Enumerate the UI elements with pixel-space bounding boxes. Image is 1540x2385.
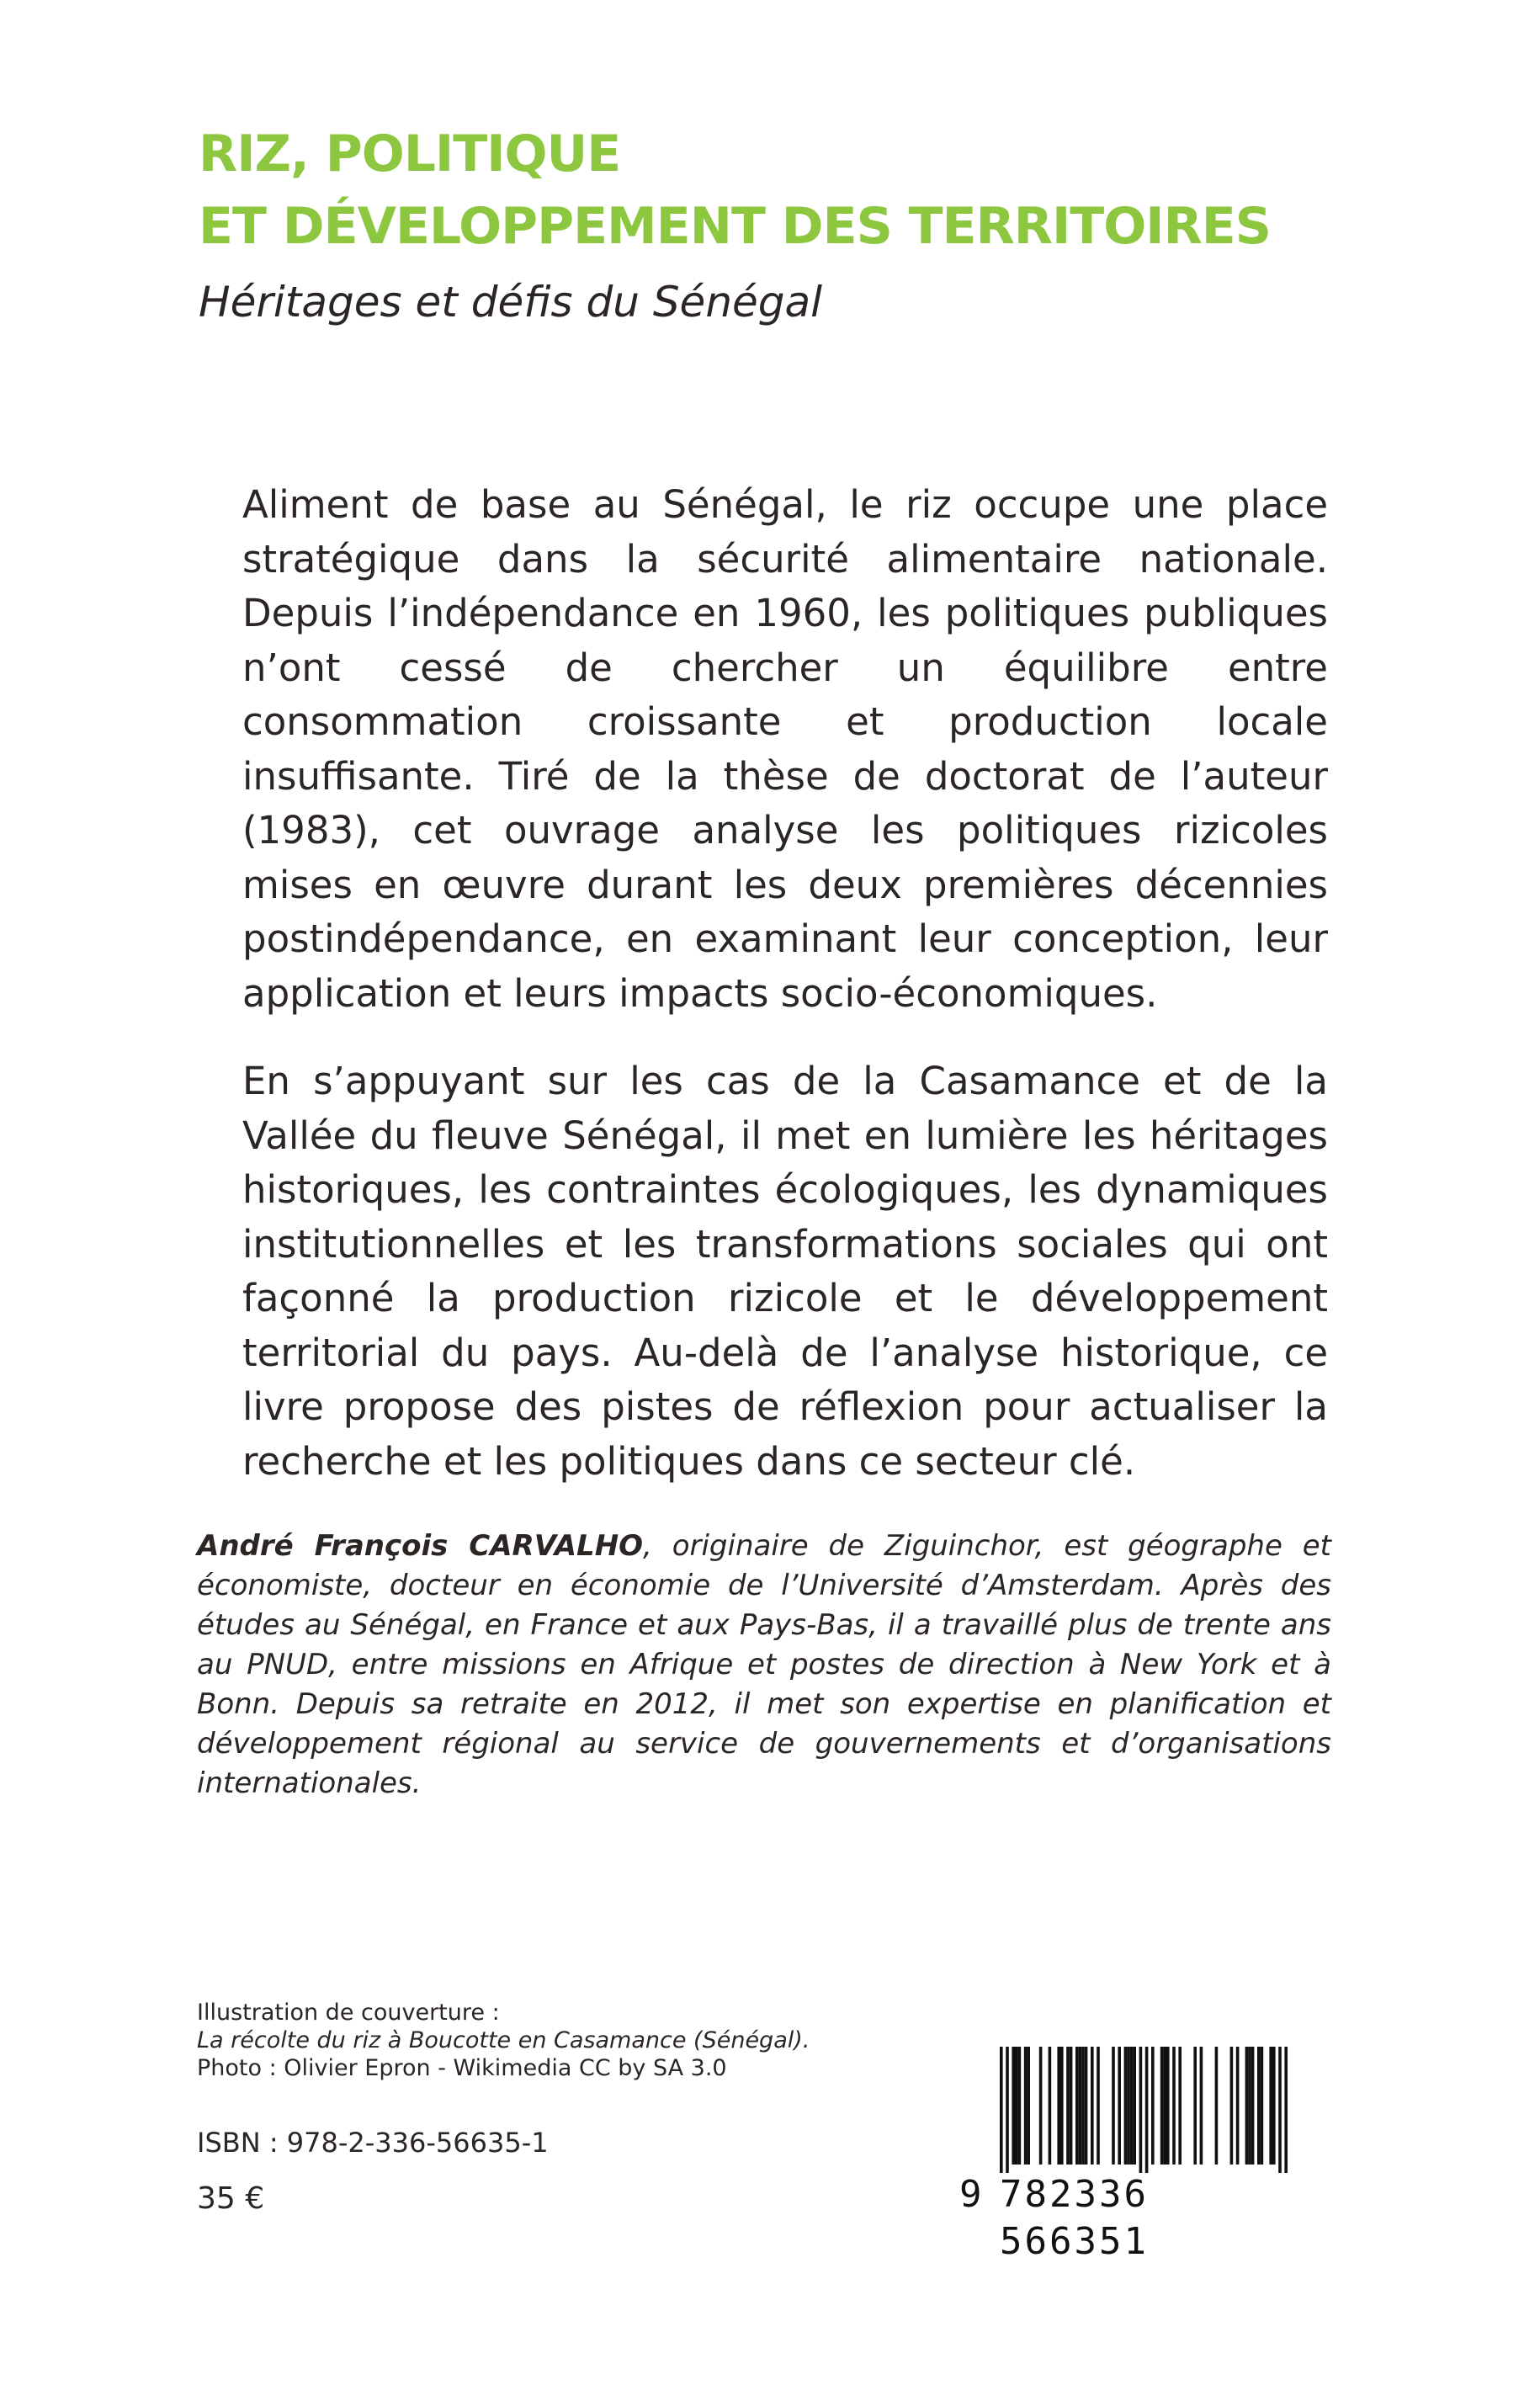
barcode-bar [1070, 2047, 1073, 2165]
barcode-digit-groups: 782336 566351 [1000, 2173, 1149, 2263]
barcode-bar [1127, 2047, 1130, 2165]
summary-paragraph-1: Aliment de base au Sénégal, le riz occupe une place stratégique dans la sécurité alimentaire nationale. Depuis l’indépendance en 1960, les politiques publiques n’ont cessé de chercher un équilibre entre consommation croissante et production locale insuffisante. Tiré de la thèse de doctorat de l’auteur (1983), cet ouvrage analyse les politiques rizicoles mises en œuvre durant les deux premières décennies postindépendance, en examinant leur conception, leur application et leurs impacts socio-économiques. [242, 482, 1328, 1016]
book-title [199, 118, 1377, 263]
barcode-bar [1024, 2047, 1028, 2165]
barcode-bar [1012, 2047, 1015, 2165]
credits-caption: La récolte du riz à Boucotte en Casamance (Sénégal). [197, 2027, 810, 2053]
author-bio-text: , originaire de Ziguinchor, est géographe et économiste, docteur en économie de l’Université d’Amsterdam. Après des études au Sénégal, en France et aux Pays-Bas, il a travaillé plus de trente ans au PNUD, entre missions en Afrique et postes de direction à New York et à Bonn. Depuis sa retraite en 2012, il met son expertise en planification et développement régional au service de gouvernements et d’organisations internationales. [197, 1529, 1331, 1800]
barcode-bar [1057, 2047, 1060, 2165]
barcode-bar [1261, 2047, 1264, 2165]
barcode-bar [1236, 2047, 1240, 2165]
barcode-bar [1006, 2047, 1009, 2173]
barcode-bar [1245, 2047, 1249, 2165]
barcode-bar [1257, 2047, 1261, 2165]
barcode-bar [1000, 2047, 1003, 2173]
barcode-bar [1160, 2047, 1164, 2165]
barcode-bar [1085, 2047, 1088, 2165]
barcode-bar [1230, 2047, 1234, 2165]
barcode-bar [1039, 2047, 1043, 2165]
barcode-bar [1145, 2047, 1149, 2173]
barcode-bar [1075, 2047, 1079, 2165]
barcode [959, 2047, 1296, 2263]
barcode-bar [1193, 2047, 1197, 2165]
barcode-bar [1091, 2047, 1094, 2165]
credits-photo: Photo : Olivier Epron - Wikimedia CC by SA 3.0 [197, 2055, 727, 2081]
barcode-bar [1272, 2047, 1276, 2165]
barcode-bar [1215, 2047, 1219, 2165]
cover-credits [197, 1999, 996, 2082]
barcode-bar [1079, 2047, 1082, 2165]
barcode-bar [1018, 2047, 1022, 2165]
barcode-bar [1133, 2047, 1136, 2165]
author-name: André François CARVALHO [197, 1529, 644, 1563]
title-line-1: RIZ, POLITIQUE [199, 125, 621, 183]
book-summary [242, 478, 1328, 1489]
barcode-bar [1130, 2047, 1134, 2165]
barcode-bar [1151, 2047, 1155, 2165]
barcode-bar [1015, 2047, 1018, 2165]
price-text: 35 € [197, 2181, 265, 2216]
barcode-bar [1284, 2047, 1288, 2173]
barcode-bar [1172, 2047, 1176, 2165]
barcode-bar [1066, 2047, 1070, 2165]
summary-paragraph-2: En s’appuyant sur les cas de la Casamance et de la Vallée du fleuve Sénégal, il met en lumière les héritages historiques, les contraintes écologiques, les dynamiques institutionnelles et les transformations sociales qui ont façonné la production rizicole et le développement territorial du pays. Au-delà de l’analyse historique, ce livre propose des pistes de réflexion pour actualiser la recherche et les politiques dans ce secteur clé. [242, 1059, 1328, 1484]
barcode-bar [1251, 2047, 1255, 2165]
barcode-bar [1118, 2047, 1121, 2165]
barcode-bar [1124, 2047, 1128, 2165]
author-bio [197, 1527, 1331, 1803]
barcode-bar [1278, 2047, 1282, 2173]
barcode-bar [1163, 2047, 1166, 2165]
barcode-bar [1178, 2047, 1182, 2165]
barcode-bar [1139, 2047, 1143, 2173]
barcode-bar [1248, 2047, 1251, 2165]
barcode-bar [1097, 2047, 1100, 2165]
barcode-bar [1081, 2047, 1085, 2165]
barcode-bar [1200, 2047, 1203, 2165]
barcode-bar [1049, 2047, 1052, 2165]
barcode-bar [1060, 2047, 1064, 2165]
book-subtitle: Héritages et défis du Sénégal [199, 278, 823, 327]
credits-heading: Illustration de couverture : [197, 2000, 500, 2026]
barcode-bar [1027, 2047, 1030, 2165]
title-line-2: ET DÉVELOPPEMENT DES TERRITOIRES [199, 197, 1271, 256]
barcode-bar [1269, 2047, 1272, 2165]
barcode-bars [959, 2047, 1296, 2173]
isbn-text: ISBN : 978-2-336-56635-1 [197, 2127, 549, 2159]
barcode-bar [1112, 2047, 1115, 2165]
barcode-bar [1166, 2047, 1170, 2165]
barcode-first-digit: 9 [959, 2173, 983, 2216]
